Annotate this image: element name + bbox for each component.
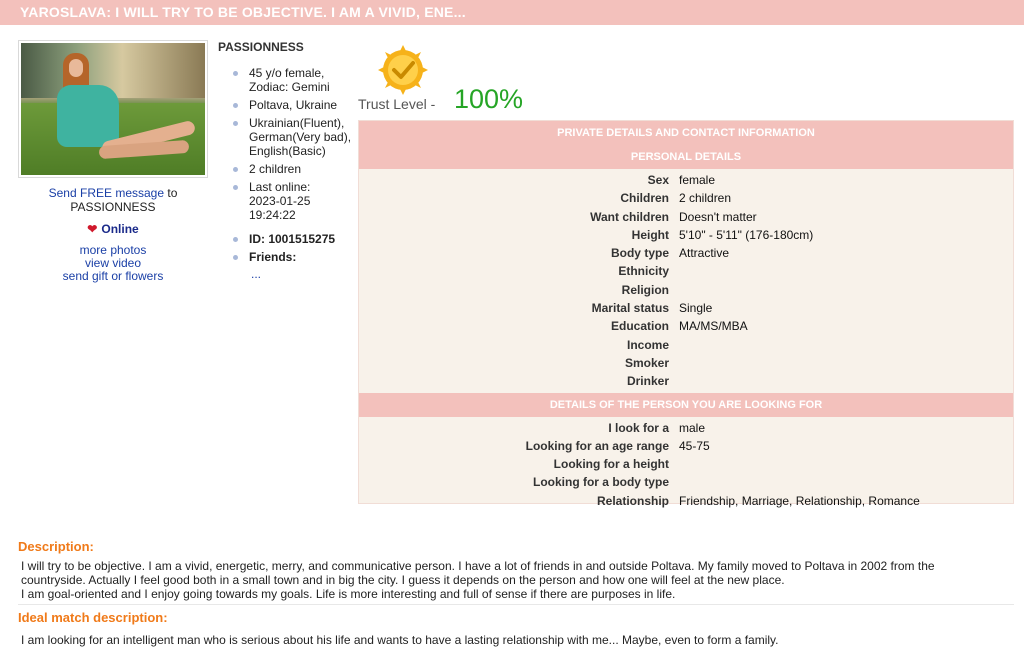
send-message-line [18, 186, 208, 200]
page-title: YAROSLAVA: I WILL TRY TO BE OBJECTIVE. I AM A VIVID, ENE... [0, 0, 1024, 25]
last-online-value: 2023-01-25 19:24:22 [249, 194, 311, 222]
detail-row-body-type [359, 244, 1013, 262]
view-video-link[interactable]: view video [84, 256, 142, 270]
trust-label: Trust Level - [358, 96, 436, 112]
looking-row-body-type [359, 473, 1013, 491]
detail-value: Friendship, Marriage, Relationship, Romance [679, 493, 920, 508]
looking-row-gender [359, 419, 1013, 437]
fact-age-zodiac: 45 y/o female, Zodiac: Gemini [218, 66, 353, 94]
details-table [358, 120, 1014, 508]
profile-name: PASSIONNESS [218, 40, 304, 54]
detail-row-smoker [359, 354, 1013, 372]
detail-value [679, 281, 1013, 299]
looking-row-age-range [359, 437, 1013, 455]
detail-row-ethnicity [359, 262, 1013, 280]
photo-dress [57, 85, 119, 147]
heart-icon: ❤ [87, 222, 98, 236]
description-line: I am goal-oriented and I enjoy going towards my goals. Life is more interesting and full of sense if there are purposes in life. [21, 587, 676, 601]
detail-key: Body type [610, 246, 669, 261]
detail-key: Drinker [626, 374, 669, 389]
trust-value: 100% [454, 84, 524, 114]
online-status [18, 222, 208, 236]
fact-location: Poltava, Ukraine [218, 98, 353, 112]
profile-photo-frame[interactable] [18, 40, 208, 178]
description-line: countryside. Actually I feel good both in a small town and in big the city. I guess it depends on the person and how one will feel at the new place. [21, 573, 785, 587]
ideal-match-title: Ideal match description: [18, 610, 168, 625]
detail-value: 45-75 [679, 438, 710, 453]
profile-photo[interactable] [21, 43, 205, 175]
more-photos-link[interactable]: more photos [79, 243, 147, 257]
detail-value [679, 336, 1013, 354]
description-line: I will try to be objective. I am a vivid, energetic, merry, and communicative person. I have a lot of friends in and outside Poltava. My family moved to Poltava in 2002 from the [21, 559, 935, 573]
detail-value [679, 354, 1013, 372]
detail-key: Relationship [596, 493, 669, 508]
fact-last-online [218, 180, 353, 222]
trust-medal-icon [376, 43, 430, 97]
online-label: Online [101, 222, 139, 236]
fact-id: ID: 1001515275 [218, 232, 353, 246]
friends-more-link[interactable]: ... [251, 267, 262, 281]
detail-value: Doesn't matter [679, 209, 757, 224]
detail-value: Single [679, 301, 713, 316]
detail-key: Sex [647, 173, 669, 187]
personal-details-rows [359, 169, 1013, 393]
detail-key: Want children [590, 209, 669, 224]
send-message-link[interactable]: Send FREE message [48, 186, 165, 200]
detail-value: female [679, 173, 716, 187]
detail-key: Looking for an age range [525, 438, 669, 453]
personal-details-header: PERSONAL DETAILS [359, 145, 1013, 169]
private-details-header: PRIVATE DETAILS AND CONTACT INFORMATION [359, 121, 1013, 145]
send-message-to: to [167, 186, 178, 200]
description-title: Description: [18, 539, 94, 554]
description-section [18, 538, 1014, 647]
looking-row-height [359, 455, 1013, 473]
detail-value [679, 372, 1013, 390]
detail-row-sex [359, 171, 1013, 189]
detail-value: MA/MS/MBA [679, 319, 748, 334]
looking-row-relationship [359, 492, 1013, 510]
detail-key: I look for a [608, 420, 669, 435]
detail-row-want-children [359, 208, 1013, 226]
fact-children: 2 children [218, 162, 353, 176]
detail-row-height [359, 226, 1013, 244]
detail-value [679, 262, 1013, 280]
detail-key: Looking for a body type [532, 475, 669, 490]
profile-summary [218, 40, 353, 280]
detail-row-education [359, 317, 1013, 335]
detail-row-marital-status [359, 299, 1013, 317]
detail-value: male [679, 420, 706, 435]
profile-actions [18, 186, 208, 283]
looking-for-header: DETAILS OF THE PERSON YOU ARE LOOKING FOR [359, 393, 1013, 417]
profile-facts-list [218, 66, 353, 264]
send-message-recipient: PASSIONNESS [70, 200, 156, 214]
photo-face [69, 59, 83, 77]
detail-value: 2 children [679, 191, 732, 206]
detail-value: 5'10" - 5'11" (176-180cm) [679, 227, 814, 242]
detail-row-income [359, 336, 1013, 354]
detail-key: Education [610, 319, 669, 334]
media-links [18, 244, 208, 283]
fact-friends: Friends: [218, 250, 353, 264]
detail-row-drinker [359, 372, 1013, 390]
detail-key: Ethnicity [618, 264, 669, 279]
detail-row-religion [359, 281, 1013, 299]
description-text [18, 556, 1014, 605]
detail-key: Height [631, 227, 669, 242]
fact-languages: Ukrainian(Fluent), German(Very bad), English(Basic) [218, 116, 353, 158]
last-online-label: Last online: [249, 180, 311, 194]
detail-value: Attractive [679, 246, 730, 261]
detail-key: Marital status [591, 301, 669, 316]
trust-level [358, 40, 558, 115]
detail-value [679, 455, 1013, 473]
detail-row-children [359, 189, 1013, 207]
ideal-match-text: I am looking for an intelligent man who is serious about his life and wants to have a lasting relationship with me... Maybe, even to form a family. [21, 633, 779, 647]
detail-key: Children [620, 191, 669, 206]
detail-key: Smoker [624, 355, 669, 370]
detail-key: Looking for a height [553, 457, 669, 472]
detail-key: Religion [621, 282, 669, 297]
detail-key: Income [626, 337, 669, 352]
detail-value [679, 473, 1013, 491]
send-gift-link[interactable]: send gift or flowers [62, 269, 164, 283]
looking-for-rows [359, 417, 1013, 512]
